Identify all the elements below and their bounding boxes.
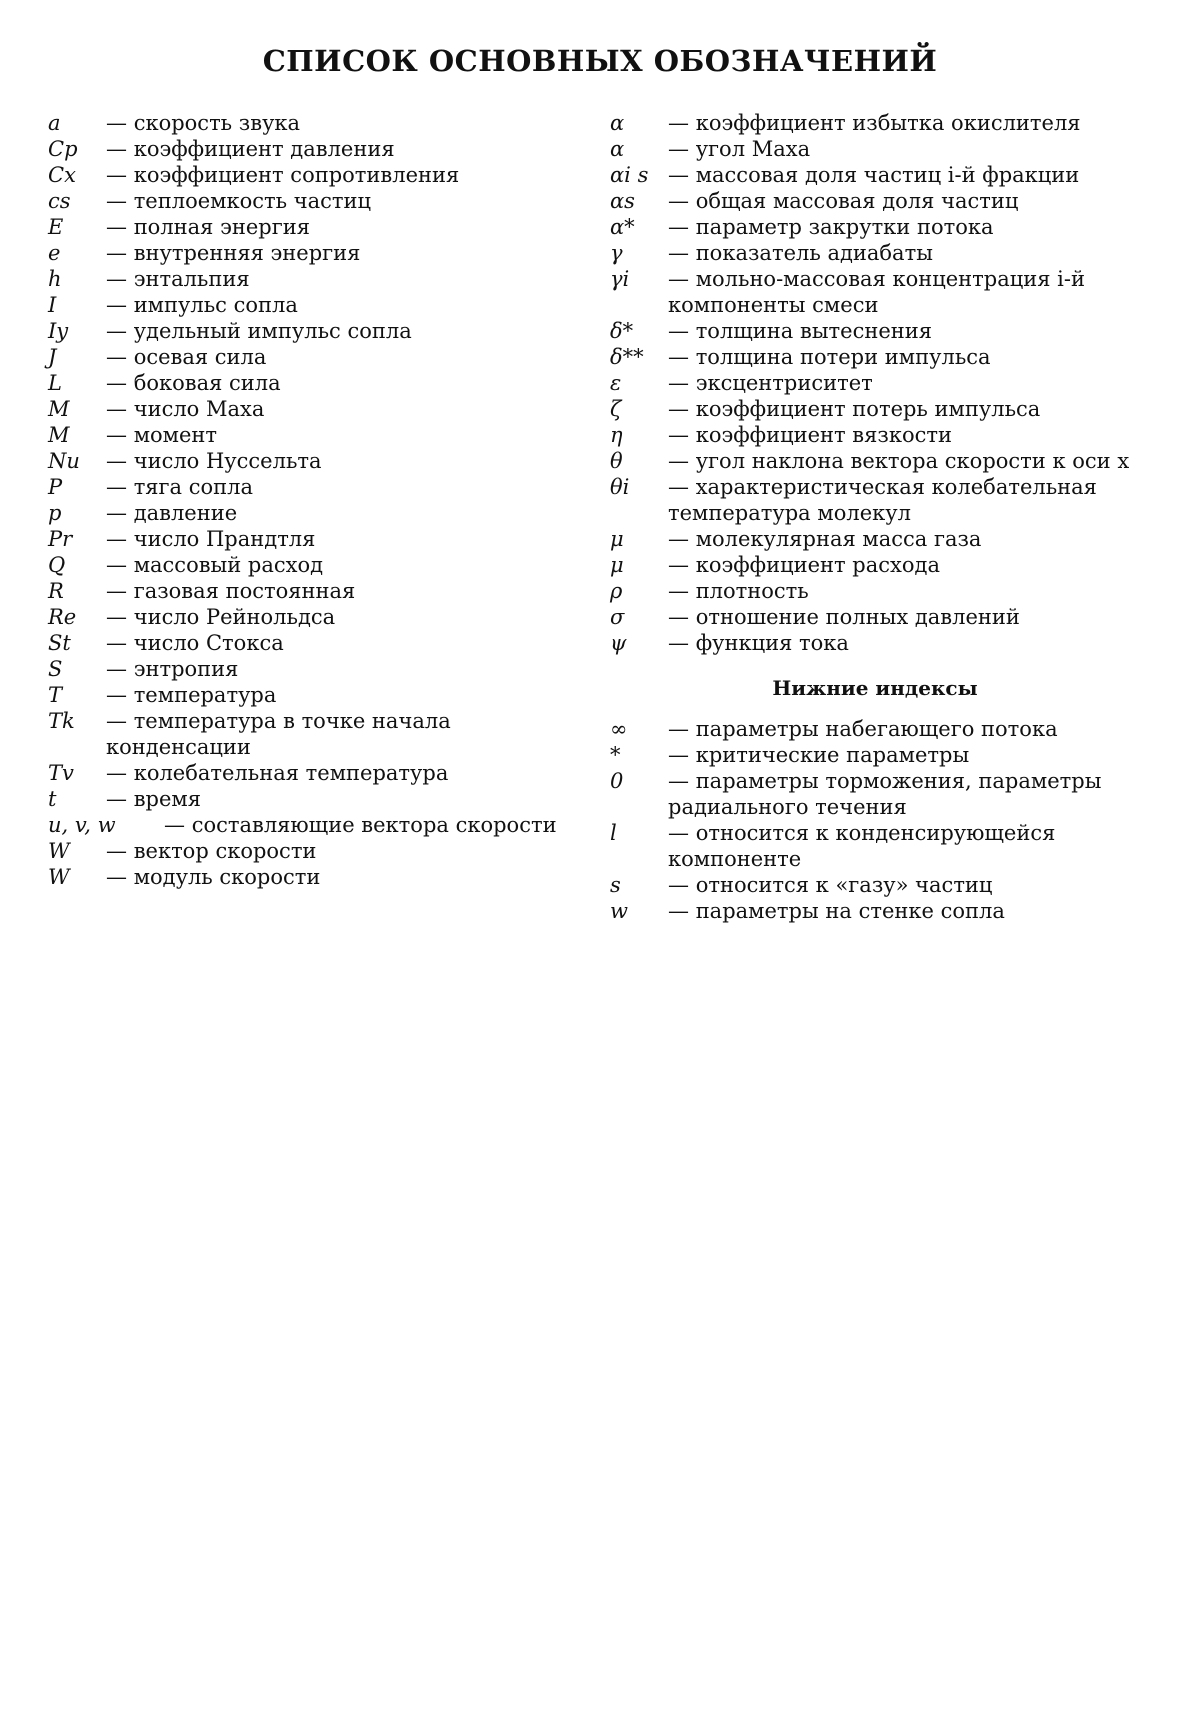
notation-symbol: e	[48, 241, 61, 265]
notation-entry	[48, 344, 580, 370]
notation-symbol: αi s	[610, 163, 649, 187]
notation-description: — молекулярная масса газа	[668, 526, 1140, 552]
subscript-entry	[610, 820, 1140, 872]
notation-entry	[48, 370, 580, 396]
notation-entry	[48, 188, 580, 214]
notation-symbol: I	[48, 293, 57, 317]
notation-entry	[48, 318, 580, 344]
notation-entry	[48, 292, 580, 318]
notation-symbol: h	[48, 267, 62, 291]
left-column	[48, 110, 580, 890]
notation-symbol: μ	[610, 527, 624, 551]
notation-entry	[48, 136, 580, 162]
notation-symbol: Tv	[48, 761, 74, 785]
notation-symbol: t	[48, 787, 57, 811]
notation-description: — импульс сопла	[106, 292, 580, 318]
notation-symbol: R	[48, 579, 64, 603]
right-column	[610, 110, 1140, 924]
notation-description: — функция тока	[668, 630, 1140, 656]
notation-symbol: δ*	[610, 319, 634, 343]
notation-entry	[610, 422, 1140, 448]
notation-symbol: Nu	[48, 449, 80, 473]
notation-entry	[48, 760, 580, 786]
notation-entry	[48, 526, 580, 552]
subscript-entry	[610, 768, 1140, 820]
notation-description: — число Рейнольдса	[106, 604, 580, 630]
notation-entry	[610, 370, 1140, 396]
notation-symbol: Re	[48, 605, 77, 629]
notation-symbol: L	[48, 371, 62, 395]
notation-entry	[610, 396, 1140, 422]
notation-description: — число Стокса	[106, 630, 580, 656]
notation-symbol: ψ	[610, 631, 627, 655]
notation-symbol: s	[610, 873, 621, 897]
notation-description: — угол наклона вектора скорости к оси x	[668, 448, 1140, 474]
notation-entry	[48, 552, 580, 578]
notation-entry	[48, 422, 580, 448]
notation-description: — температура в точке начала конденсации	[106, 708, 580, 760]
notation-description: — плотность	[668, 578, 1140, 604]
notation-description: — момент	[106, 422, 580, 448]
notation-symbol: θ	[610, 449, 623, 473]
notation-description: — колебательная температура	[106, 760, 580, 786]
notation-entry	[610, 552, 1140, 578]
notation-entry	[48, 500, 580, 526]
notation-symbol: M	[48, 397, 70, 421]
notation-symbol: α	[610, 137, 625, 161]
notation-symbol: p	[48, 501, 62, 525]
notation-description: — общая массовая доля частиц	[668, 188, 1140, 214]
notation-description: — полная энергия	[106, 214, 580, 240]
notation-entry	[48, 448, 580, 474]
notation-entry	[48, 110, 580, 136]
notation-entry	[610, 630, 1140, 656]
notation-entry	[610, 136, 1140, 162]
notation-symbol: a	[48, 111, 61, 135]
notation-description: — коэффициент избытка окислителя	[668, 110, 1140, 136]
notation-symbol: η	[610, 423, 623, 447]
notation-entry	[610, 578, 1140, 604]
notation-symbol: ρ	[610, 579, 623, 603]
notation-entry	[610, 448, 1140, 474]
notation-description: — относится к «газу» частиц	[668, 872, 1140, 898]
notation-description: — параметры торможения, параметры радиального течения	[668, 768, 1140, 820]
notation-description: — коэффициент вязкости	[668, 422, 1140, 448]
notation-description: — коэффициент потерь импульса	[668, 396, 1140, 422]
notation-entry	[48, 578, 580, 604]
notation-description: — толщина вытеснения	[668, 318, 1140, 344]
notation-symbol: Tk	[48, 709, 75, 733]
notation-symbol: cs	[48, 189, 71, 213]
notation-symbol: ε	[610, 371, 622, 395]
notation-entry	[48, 630, 580, 656]
notation-entry	[48, 214, 580, 240]
notation-description: — скорость звука	[106, 110, 580, 136]
notation-entry	[48, 604, 580, 630]
notation-symbol: αs	[610, 189, 635, 213]
notation-symbol: T	[48, 683, 63, 707]
notation-entry	[610, 474, 1140, 526]
notation-entry	[48, 474, 580, 500]
notation-symbol: w	[610, 899, 628, 923]
notation-symbol: Pr	[48, 527, 73, 551]
page-title: СПИСОК ОСНОВНЫХ ОБОЗНАЧЕНИЙ	[262, 44, 938, 78]
notation-symbol: γi	[610, 267, 630, 291]
subscripts-list	[610, 716, 1140, 924]
notation-symbol: St	[48, 631, 71, 655]
notation-symbol: J	[48, 345, 57, 369]
notation-description: — число Прандтля	[106, 526, 580, 552]
notation-description: — давление	[106, 500, 580, 526]
notation-description: — удельный импульс сопла	[106, 318, 580, 344]
notation-entry	[610, 110, 1140, 136]
notation-symbol: Q	[48, 553, 66, 577]
notation-description: — угол Маха	[668, 136, 1140, 162]
notation-symbol: S	[48, 657, 63, 681]
notation-symbol: Cp	[48, 137, 78, 161]
notation-symbol: W	[48, 865, 70, 889]
notation-description: — массовая доля частиц i-й фракции	[668, 162, 1140, 188]
right-notation-list	[610, 110, 1140, 656]
notation-description: — энтальпия	[106, 266, 580, 292]
notation-symbol: l	[610, 821, 617, 845]
notation-entry	[610, 214, 1140, 240]
notation-entry	[610, 318, 1140, 344]
notation-description: — коэффициент сопротивления	[106, 162, 580, 188]
notation-description: — параметры на стенке сопла	[668, 898, 1140, 924]
notation-symbol: α*	[610, 215, 635, 239]
notation-entry	[48, 812, 580, 838]
notation-symbol: E	[48, 215, 64, 239]
notation-entry	[48, 838, 580, 864]
notation-symbol: δ**	[610, 345, 644, 369]
notation-symbol: θi	[610, 475, 630, 499]
notation-description: — мольно-массовая концентрация i-й компоненты смеси	[668, 266, 1140, 318]
notation-description: — критические параметры	[668, 742, 1140, 768]
subscript-entry	[610, 716, 1140, 742]
notation-description: — теплоемкость частиц	[106, 188, 580, 214]
notation-description: — параметры набегающего потока	[668, 716, 1140, 742]
subscript-entry	[610, 872, 1140, 898]
notation-entry	[48, 656, 580, 682]
notation-symbol: M	[48, 423, 70, 447]
notation-entry	[48, 240, 580, 266]
notation-entry	[610, 344, 1140, 370]
subscripts-heading: Нижние индексы	[772, 676, 978, 700]
notation-description: — массовый расход	[106, 552, 580, 578]
notation-description: — показатель адиабаты	[668, 240, 1140, 266]
notation-description: — характеристическая колебательная температура молекул	[668, 474, 1140, 526]
notation-description: — число Маха	[106, 396, 580, 422]
notation-description: — тяга сопла	[106, 474, 580, 500]
notation-entry	[48, 708, 580, 760]
notation-symbol: W	[48, 839, 70, 863]
notation-description: — боковая сила	[106, 370, 580, 396]
notation-symbol: Cx	[48, 163, 76, 187]
notation-entry	[48, 864, 580, 890]
notation-entry	[48, 682, 580, 708]
notation-symbol: γ	[610, 241, 623, 265]
notation-symbol: P	[48, 475, 63, 499]
notation-description: — температура	[106, 682, 580, 708]
notation-description: — модуль скорости	[106, 864, 580, 890]
notation-description: — внутренняя энергия	[106, 240, 580, 266]
notation-description: — газовая постоянная	[106, 578, 580, 604]
notation-symbol: Iу	[48, 319, 69, 343]
subscript-entry	[610, 742, 1140, 768]
notation-description: — энтропия	[106, 656, 580, 682]
notation-entry	[610, 266, 1140, 318]
notation-description: — параметр закрутки потока	[668, 214, 1140, 240]
notation-description: — толщина потери импульса	[668, 344, 1140, 370]
notation-description: — составляющие вектора скорости	[164, 812, 580, 838]
notation-description: — вектор скорости	[106, 838, 580, 864]
notation-entry	[610, 604, 1140, 630]
notation-symbol: σ	[610, 605, 625, 629]
notation-description: — число Нуссельта	[106, 448, 580, 474]
notation-symbol: ζ	[610, 397, 622, 421]
notation-symbol: μ	[610, 553, 624, 577]
notation-symbol: u, v, w	[48, 813, 116, 837]
notation-symbol: *	[610, 743, 621, 767]
notation-description: — коэффициент расхода	[668, 552, 1140, 578]
notation-entry	[610, 188, 1140, 214]
notation-symbol: α	[610, 111, 625, 135]
notation-entry	[48, 162, 580, 188]
notation-entry	[48, 266, 580, 292]
notation-symbol: 0	[610, 769, 624, 793]
notation-description: — относится к конденсирующейся компоненте	[668, 820, 1140, 872]
notation-entry	[48, 396, 580, 422]
notation-entry	[48, 786, 580, 812]
notation-description: — коэффициент давления	[106, 136, 580, 162]
subscript-entry	[610, 898, 1140, 924]
notation-entry	[610, 240, 1140, 266]
notation-entry	[610, 526, 1140, 552]
left-notation-list	[48, 110, 580, 890]
notation-description: — время	[106, 786, 580, 812]
notation-description: — эксцентриситет	[668, 370, 1140, 396]
notation-entry	[610, 162, 1140, 188]
notation-symbol: ∞	[610, 717, 628, 741]
notation-description: — отношение полных давлений	[668, 604, 1140, 630]
notation-description: — осевая сила	[106, 344, 580, 370]
